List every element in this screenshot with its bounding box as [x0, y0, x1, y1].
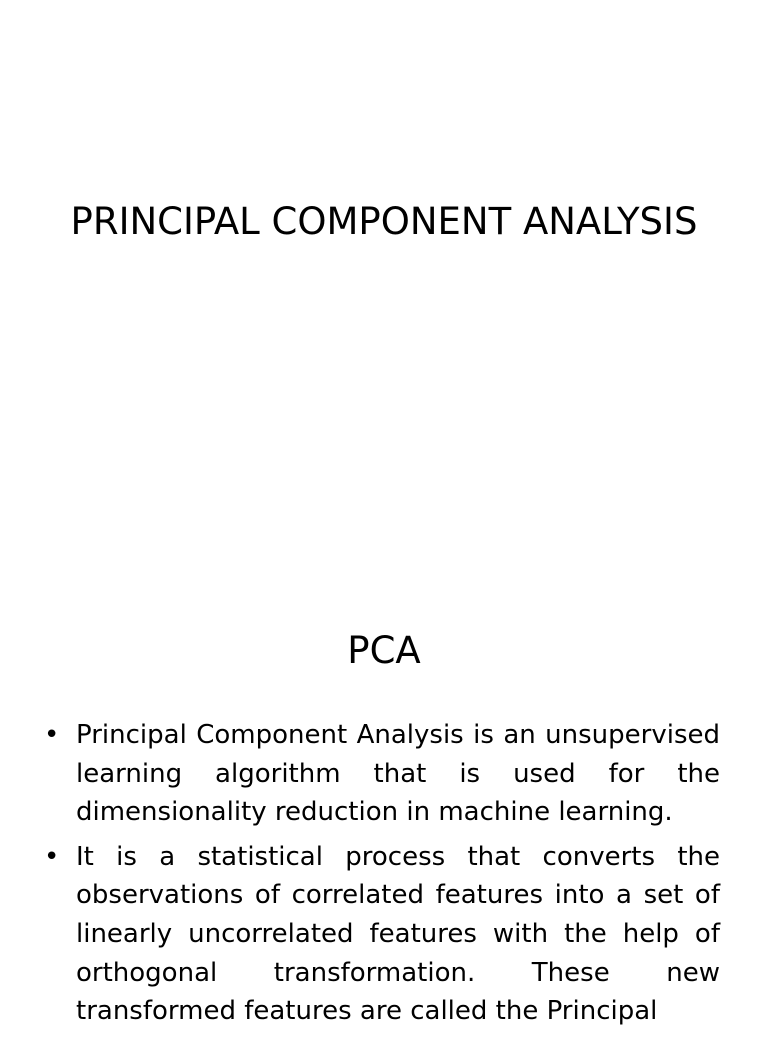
- bullet-text: It is a statistical process that converts the observations of correlated features into a set of linearly uncorrelated features with the help of orthogonal transformation. These new transformed features are called the Principal: [76, 841, 720, 1027]
- bullet-item: [0, 716, 768, 832]
- bullet-list: [0, 716, 768, 1037]
- content-slide-heading: PCA: [347, 629, 421, 672]
- title-slide-heading: PRINCIPAL COMPONENT ANALYSIS: [70, 200, 698, 243]
- bullet-text: Principal Component Analysis is an unsupervised learning algorithm that is used for the dimensionality reduction in machine learning.: [76, 720, 720, 828]
- bullet-dot-icon: •: [44, 841, 60, 872]
- bullet-item: [0, 838, 768, 1031]
- bullet-dot-icon: •: [44, 720, 60, 750]
